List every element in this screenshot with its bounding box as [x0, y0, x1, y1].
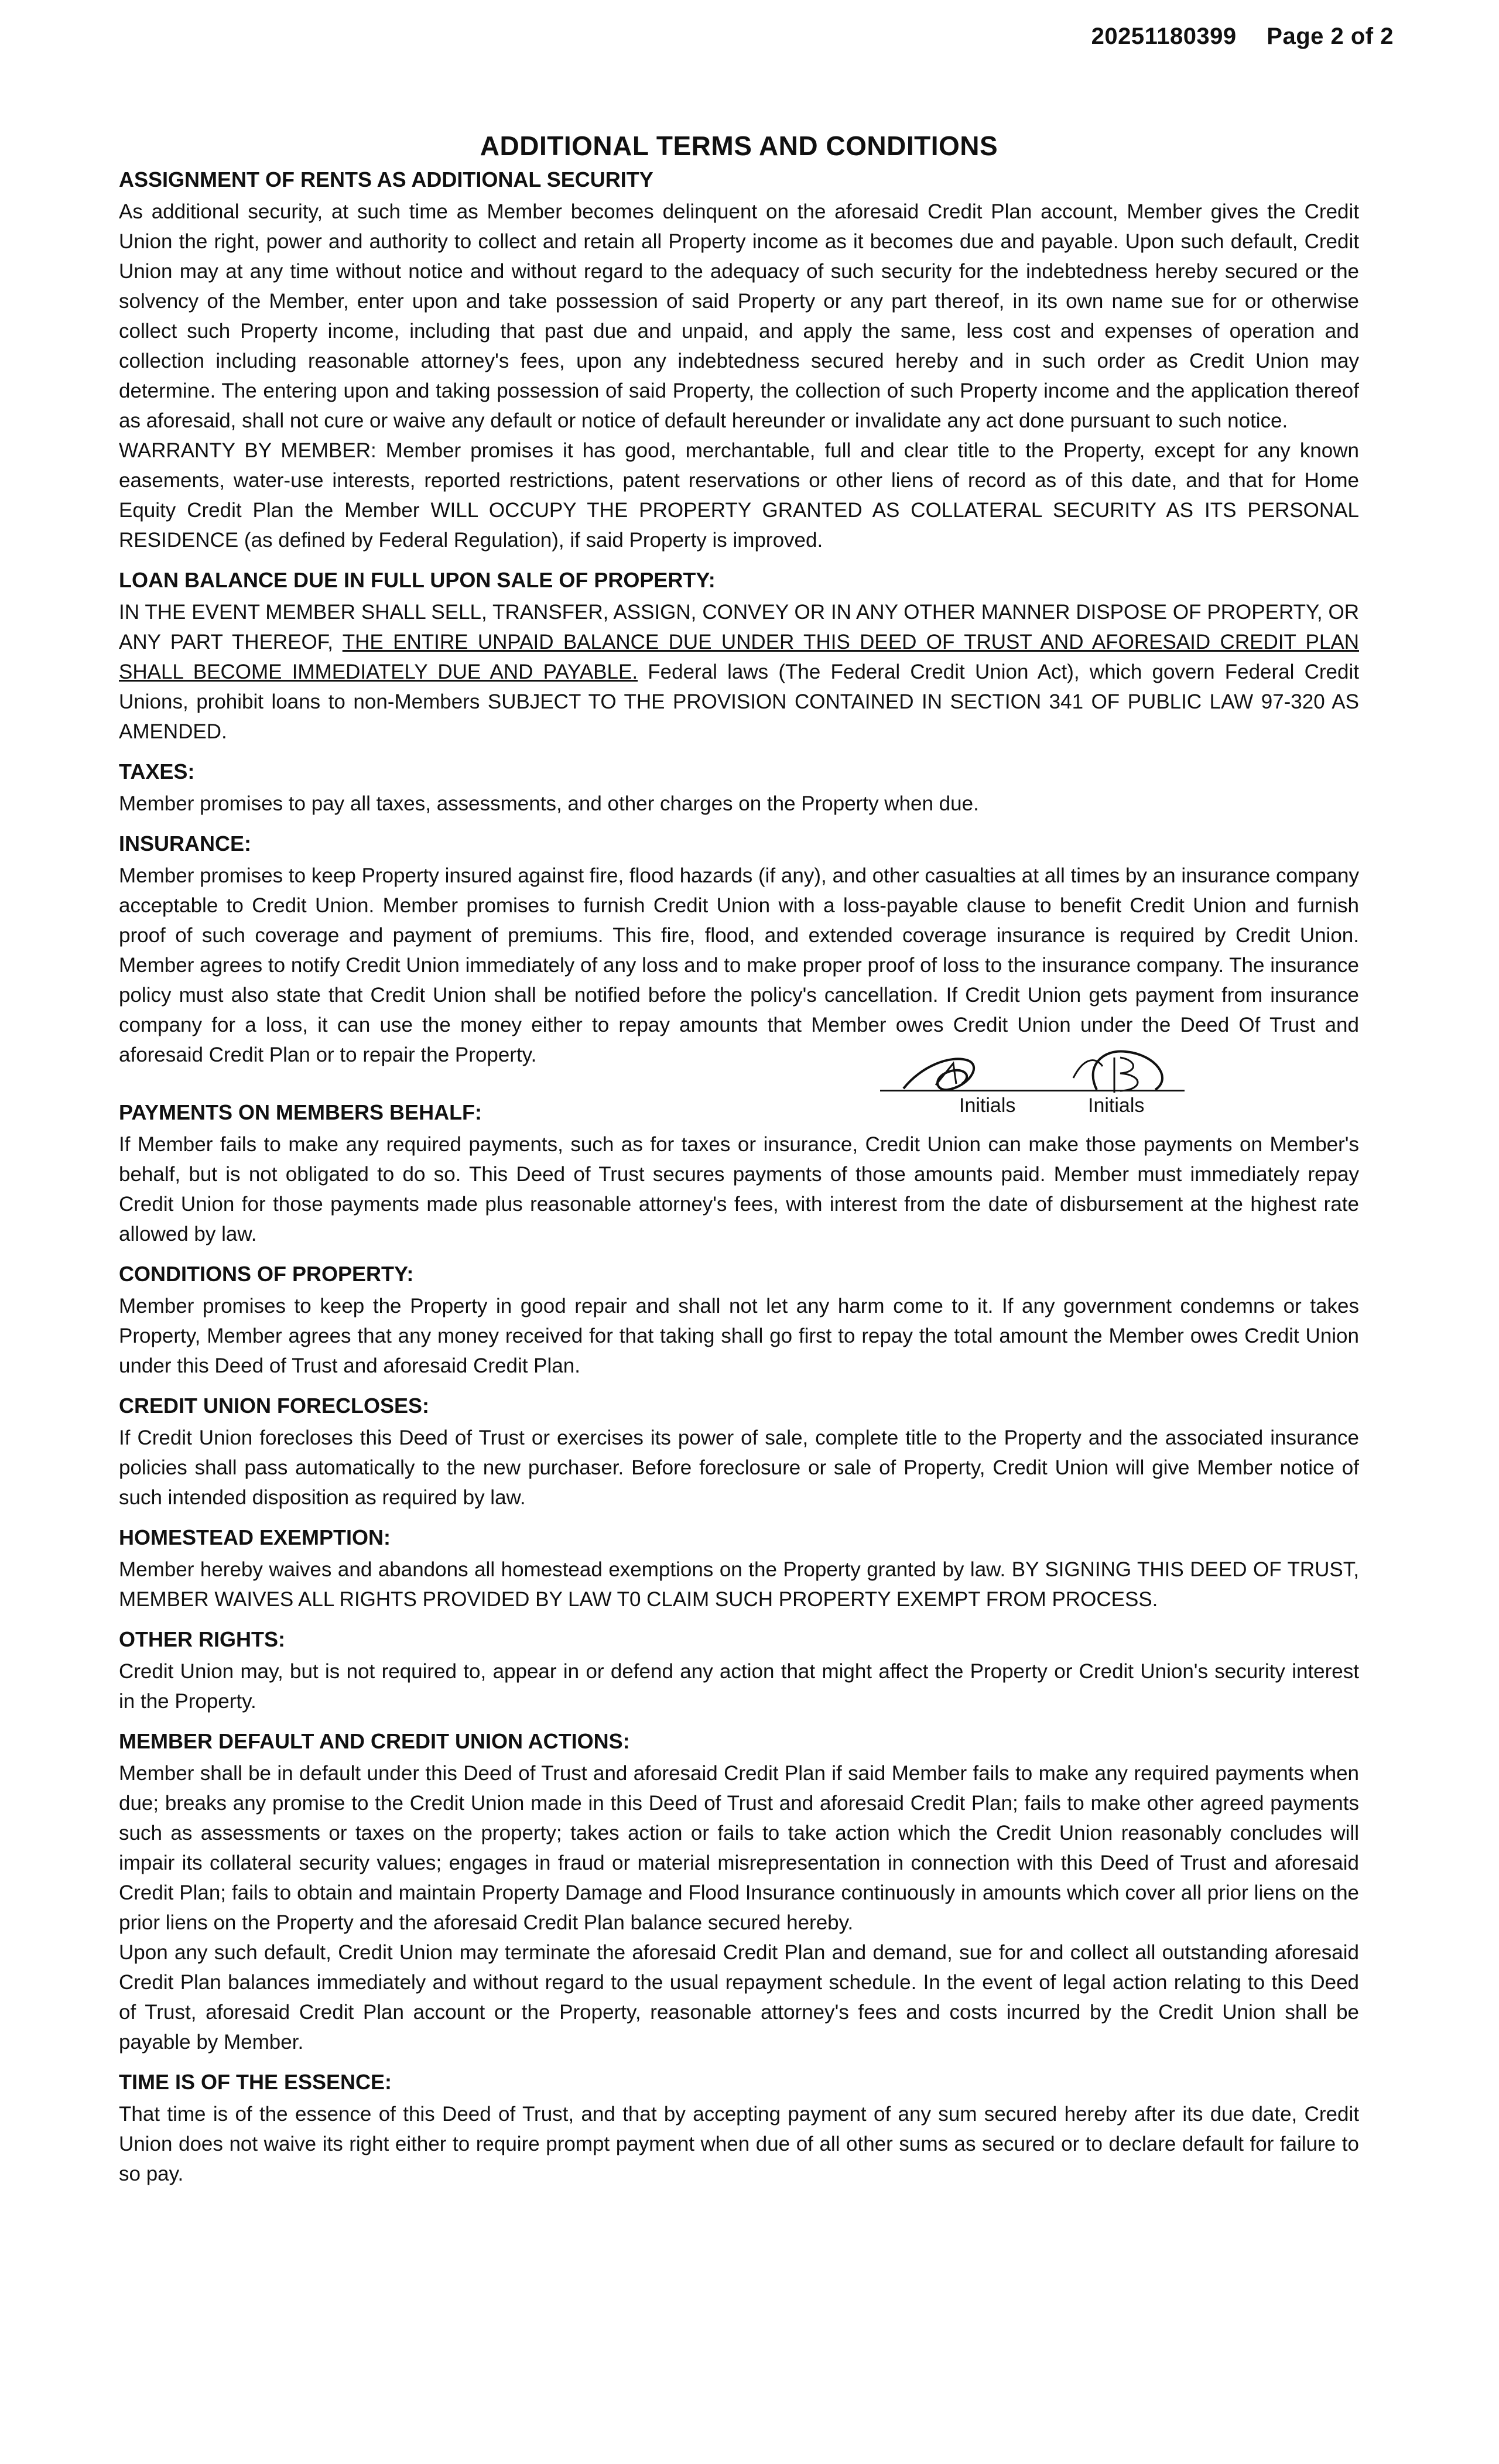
paragraph-default: Member shall be in default under this Deed of Trust and aforesaid Credit Plan if said Member fails to make any required payments when due; breaks any promise to the Credit Union made in this Deed of Trust and aforesaid Credit Plan; fails to make other agreed payments such as assessments or taxes on the property; takes action or fails to take action which the Credit Union reasonably concludes will impair its collateral security values; engages in fraud or material misrepresentation in connection with this Deed of Trust and aforesaid Credit Plan; fails to obtain and maintain Property Damage and Flood Insurance continuously in amounts which cover all prior liens on the prior liens on the Property and the aforesaid Credit Plan balance secured hereby. [119, 1762, 1359, 1934]
initials-row [119, 1084, 1359, 1125]
heading-homestead: HOMESTEAD EXEMPTION: [119, 1525, 391, 1549]
paragraph-assignment: As additional security, at such time as Member becomes delinquent on the aforesaid Credit Plan account, Member gives the Credit Union the right, power and authority to collect and retain all Property income as it becomes due and payable. Upon such default, Credit Union may at any time without notice and without regard to the adequacy of such security for the indebtedness hereby secured or the solvency of the Member, enter upon and take possession of said Property or any part thereof, in its own name sue for or otherwise collect such Property income, including that past due and unpaid, and apply the same, less cost and expenses of operation and collection including reasonable attorney's fees, upon any indebtedness secured hereby and in such order as Credit Union may determine. The entering upon and taking possession of said Property, the collection of such Property income and the application thereof as aforesaid, shall not cure or waive any default or notice of default hereunder or invalidate any act done pursuant to such notice. [119, 200, 1359, 432]
page-header [1091, 23, 1394, 50]
paragraph-time: That time is of the essence of this Deed of Trust, and that by accepting payment of any sum secured hereby after its due date, Credit Union does not waive its right either to require prompt payment when due of all other sums as secured or to declare default for failure to so pay. [119, 2103, 1359, 2185]
paragraph-payments: If Member fails to make any required payments, such as for taxes or insurance, Credit Union can make those payments on Member's behalf, but is not obligated to do so. This Deed of Trust secures payments of those amounts paid. Member must immediately repay Credit Union for those payments made plus reasonable attorney's fees, with interest from the date of disbursement at the highest rate allowed by law. [119, 1133, 1359, 1245]
paragraph-conditions: Member promises to keep the Property in good repair and shall not let any harm come to it. If any government condemns or takes Property, Member agrees that any money received for that taking shall go first to repay the total amount the Member owes Credit Union under this Deed of Trust and aforesaid Credit Plan. [119, 1295, 1359, 1377]
paragraph-insurance: Member promises to keep Property insured against fire, flood hazards (if any), and other casualties at all times by an insurance company acceptable to Credit Union. Member promises to furnish Credit Union with a loss-payable clause to benefit Credit Union and furnish proof of such coverage and payment of premiums. This fire, flood, and extended coverage insurance is required by Credit Union. Member agrees to notify Credit Union immediately of any loss and to make proper proof of loss to the insurance company. The insurance policy must also state that Credit Union shall be notified before the policy's cancellation. If Credit Union gets payment from insurance company for a loss, it can use the money either to repay amounts that Member owes Credit Union under the Deed Of Trust and aforesaid Credit Plan or to repair the Property. [119, 864, 1359, 1066]
paragraph-loan-balance [119, 597, 1359, 747]
heading-payments: PAYMENTS ON MEMBERS BEHALF: [119, 1100, 482, 1124]
initials-label-1: Initials [959, 1094, 1016, 1117]
document-body [119, 130, 1359, 2189]
heading-conditions: CONDITIONS OF PROPERTY: [119, 1262, 414, 1286]
paragraph-taxes: Member promises to pay all taxes, assessments, and other charges on the Property when due. [119, 792, 979, 815]
loan-balance-end: Federal laws (The Federal Credit Union Act), which govern Federal Credit Unions, prohibit loans to non-Members SUBJECT TO THE PROVISION CONTAINED IN SECTION 341 OF PUBLIC LAW 97-320 AS AMENDED. [119, 661, 1359, 743]
heading-forecloses: CREDIT UNION FORECLOSES: [119, 1394, 430, 1418]
paragraph-homestead: Member hereby waives and abandons all homestead exemptions on the Property granted by law. BY SIGNING THIS DEED OF TRUST, MEMBER WAIVES ALL RIGHTS PROVIDED BY LAW T0 CLAIM SUCH PROPERTY EXEMPT FROM PROCESS. [119, 1558, 1359, 1611]
heading-other-rights: OTHER RIGHTS: [119, 1627, 285, 1651]
initials-label-2: Initials [1088, 1094, 1145, 1117]
handwritten-initials-icon [880, 1043, 1208, 1125]
heading-time: TIME IS OF THE ESSENCE: [119, 2070, 392, 2094]
paragraph-default-2: Upon any such default, Credit Union may terminate the aforesaid Credit Plan and demand, sue for and collect all outstanding aforesaid Credit Plan balances immediately and without regard to the usual repayment schedule. In the event of legal action relating to this Deed of Trust, aforesaid Credit Plan account or the Property, reasonable attorney's fees and costs incurred by the Credit Union shall be payable by Member. [119, 1941, 1359, 2054]
heading-taxes: TAXES: [119, 759, 195, 783]
heading-default: MEMBER DEFAULT AND CREDIT UNION ACTIONS: [119, 1729, 630, 1753]
loan-balance-underlined: THE ENTIRE UNPAID BALANCE DUE UNDER THIS DEED OF TRUST AND AFORESAID CREDIT PLAN SHALL BECOME IMMEDIATELY DUE AND PAYABLE. [119, 631, 1359, 683]
initials-block [880, 1043, 1290, 1125]
paragraph-warranty: WARRANTY BY MEMBER: Member promises it has good, merchantable, full and clear title to the Property, except for any known easements, water-use interests, reported restrictions, patent reservations or other liens of record as of this date, and that for Home Equity Credit Plan the Member WILL OCCUPY THE PROPERTY GRANTED AS COLLATERAL SECURITY AS ITS PERSONAL RESIDENCE (as defined by Federal Regulation), if said Property is improved. [119, 439, 1359, 552]
heading-loan-balance: LOAN BALANCE DUE IN FULL UPON SALE OF PROPERTY: [119, 568, 716, 592]
paragraph-other-rights: Credit Union may, but is not required to, appear in or defend any action that might affect the Property or Credit Union's security interest in the Property. [119, 1660, 1359, 1713]
paragraph-forecloses: If Credit Union forecloses this Deed of Trust or exercises its power of sale, complete title to the Property and the associated insurance policies shall pass automatically to the new purchaser. Before foreclosure or sale of Property, Credit Union will give Member notice of such intended disposition as required by law. [119, 1426, 1359, 1509]
heading-assignment: ASSIGNMENT OF RENTS AS ADDITIONAL SECURITY [119, 167, 653, 191]
loan-balance-start: IN THE EVENT MEMBER SHALL SELL, TRANSFER, ASSIGN, CONVEY OR IN ANY OTHER MANNER DISPOSE OF PROPERTY, OR ANY PART THEREOF, [119, 601, 1359, 653]
document-number: 20251180399 [1091, 23, 1237, 49]
initials-line [880, 1090, 1185, 1091]
heading-insurance: INSURANCE: [119, 831, 252, 855]
page-number: Page 2 of 2 [1267, 23, 1394, 49]
page-title: ADDITIONAL TERMS AND CONDITIONS [480, 131, 998, 161]
